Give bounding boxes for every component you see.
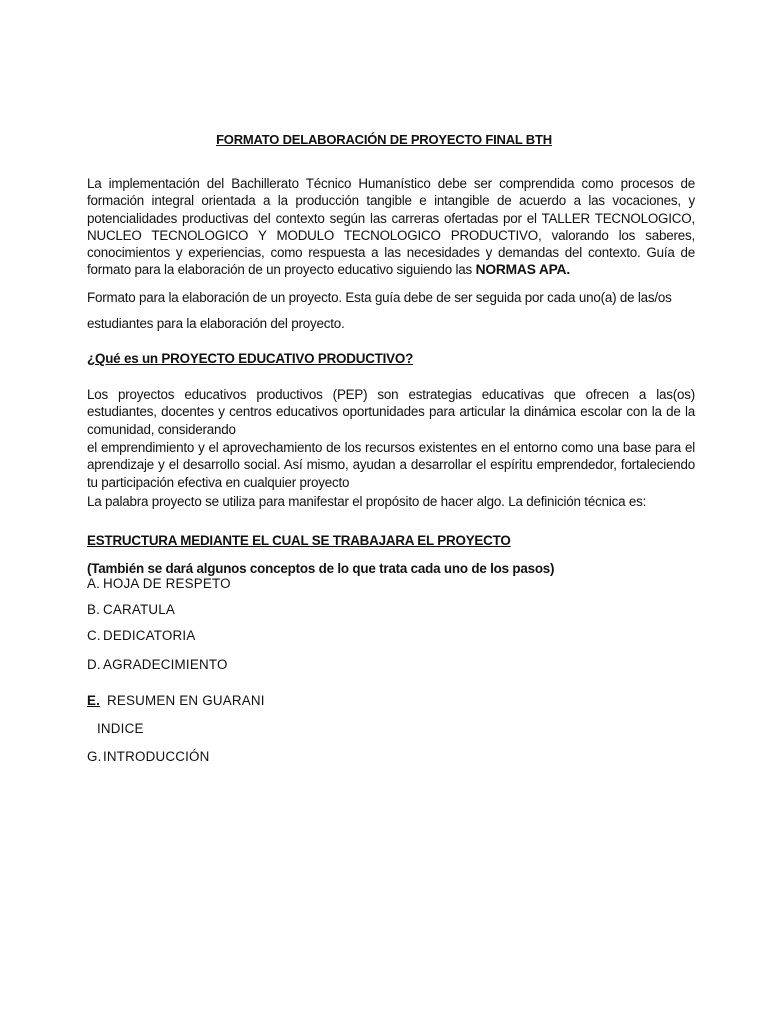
list-item — [87, 576, 231, 591]
intro-paragraph — [87, 175, 695, 279]
list-item-label: HOJA DE RESPETO — [103, 576, 231, 591]
list-item-letter: B. — [87, 602, 101, 617]
list-item — [87, 657, 228, 672]
list-item-label: RESUMEN EN GUARANI — [107, 693, 265, 708]
list-item — [87, 749, 210, 764]
list-item — [87, 628, 195, 643]
list-item-label: INTRODUCCIÓN — [103, 749, 210, 764]
format-line-2: estudiantes para la elaboración del proyecto. — [87, 316, 345, 331]
list-item — [87, 693, 265, 708]
question-heading: ¿Qué es un PROYECTO EDUCATIVO PRODUCTIVO? — [87, 351, 414, 366]
pep-paragraph-3: La palabra proyecto se utiliza para manifestar el propósito de hacer algo. La definición técnica es: — [87, 494, 647, 509]
list-item-letter: E. — [87, 693, 101, 708]
list-item-label: CARATULA — [103, 602, 176, 617]
list-item-label: AGRADECIMIENTO — [103, 657, 228, 672]
list-item-letter: A. — [87, 576, 101, 591]
document-title: FORMATO DELABORACIÓN DE PROYECTO FINAL BTH — [216, 132, 552, 147]
structure-subheading: (También se dará algunos conceptos de lo que trata cada uno de los pasos) — [87, 561, 555, 576]
list-item — [87, 602, 175, 617]
list-item — [97, 721, 144, 736]
list-item-label: DEDICATORIA — [103, 628, 196, 643]
list-item-letter: G. — [87, 749, 102, 764]
list-item-letter: C. — [87, 628, 101, 643]
list-item-label: INDICE — [97, 721, 144, 736]
format-line-1: Formato para la elaboración de un proyecto. Esta guía debe de ser seguida por cada uno(a) de las/os — [87, 290, 672, 305]
structure-heading: ESTRUCTURA MEDIANTE EL CUAL SE TRABAJARA EL PROYECTO — [87, 533, 511, 548]
intro-emphasis: NORMAS APA. — [475, 262, 570, 278]
list-item-letter: D. — [87, 657, 101, 672]
intro-text: La implementación del Bachillerato Técnico Humanístico debe ser comprendida como procesos de formación integral orientada a la producción tangible e intangible de acuerdo a las vocaciones, y potencialidades productivas del contexto según las carreras ofertadas por el TALLER TECNOLOGICO, NUCLEO TECNOLOGICO Y MODULO TECNOLOGICO PRODUCTIVO, valorando los saberes, conocimientos y experiencias, como respuesta a las necesidades y demandas del contexto. Guía de formato para la elaboración de un proyecto educativo siguiendo las — [87, 176, 695, 278]
pep-paragraph-1: Los proyectos educativos productivos (PEP) son estrategias educativas que ofrecen a las(os) estudiantes, docentes y centros educativos oportunidades para articular la dinámica escolar con la de la comunidad, considerando — [87, 387, 695, 437]
pep-paragraph-2: el emprendimiento y el aprovechamiento de los recursos existentes en el entorno como una base para el aprendizaje y el desarrollo social. Así mismo, ayudan a desarrollar el espíritu emprendedor, fortaleciendo tu participación efectiva en cualquier proyecto — [87, 440, 695, 490]
